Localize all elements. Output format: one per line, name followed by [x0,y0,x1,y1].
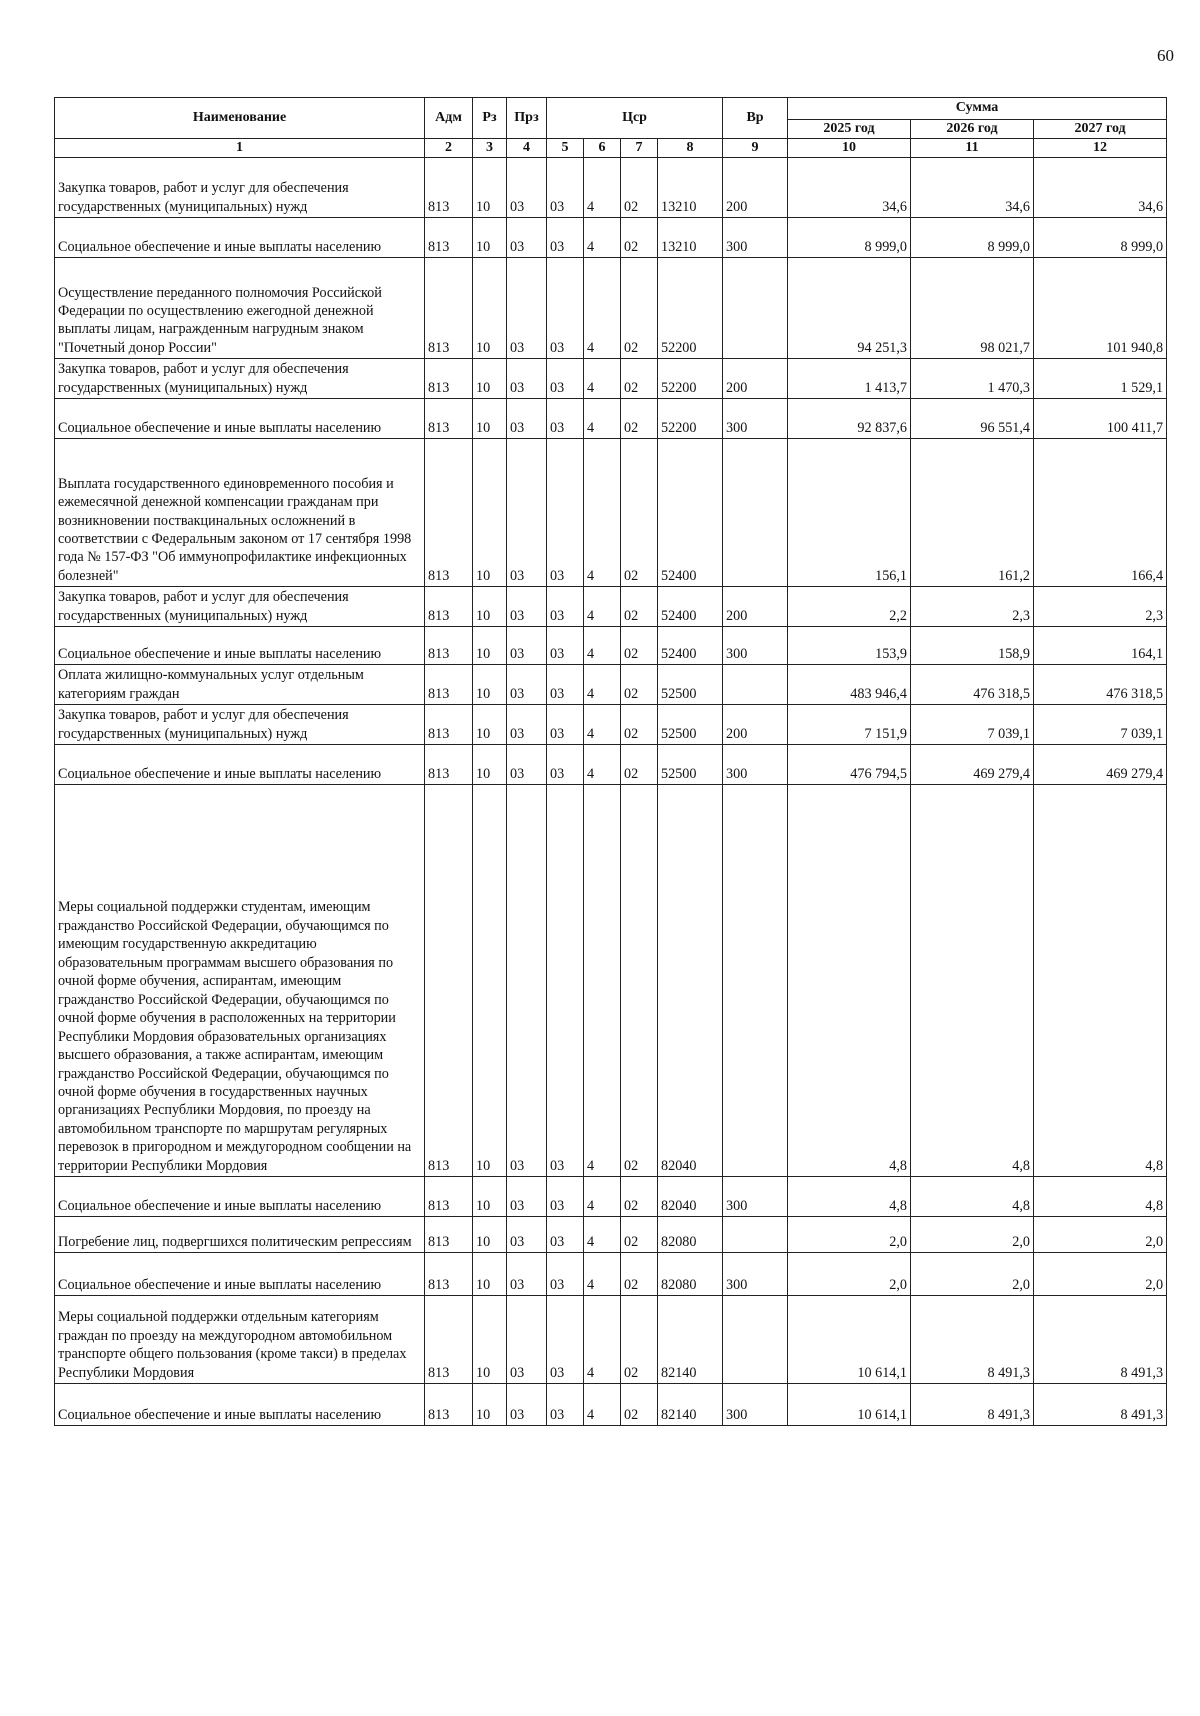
row-amount-2026: 8 491,3 [911,1296,1034,1384]
row-rz: 10 [473,1177,507,1217]
row-csr-part-7: 02 [621,785,658,1177]
table-row [55,627,1167,665]
row-amount-2025: 4,8 [788,1177,911,1217]
row-amount-2027: 2,0 [1034,1217,1167,1253]
row-rz: 10 [473,665,507,705]
row-csr-part-5: 03 [547,158,584,218]
table-row [55,439,1167,587]
row-csr-part-5: 03 [547,627,584,665]
row-csr-part-8: 82040 [658,1177,723,1217]
row-vr: 300 [723,218,788,258]
row-csr-part-8: 52200 [658,258,723,359]
row-rz: 10 [473,1253,507,1296]
row-amount-2027: 469 279,4 [1034,745,1167,785]
row-amount-2025: 2,0 [788,1217,911,1253]
row-rz: 10 [473,1217,507,1253]
row-csr-part-5: 03 [547,258,584,359]
row-name: Социальное обеспечение и иные выплаты населению [55,1253,425,1296]
row-prz: 03 [507,1177,547,1217]
row-prz: 03 [507,258,547,359]
header-prz: Прз [507,98,547,139]
row-vr [723,785,788,1177]
row-csr-part-8: 52500 [658,665,723,705]
row-vr: 300 [723,1177,788,1217]
row-adm: 813 [425,1253,473,1296]
row-csr-part-5: 03 [547,1296,584,1384]
row-prz: 03 [507,399,547,439]
row-prz: 03 [507,1384,547,1426]
row-amount-2026: 158,9 [911,627,1034,665]
table-row [55,1177,1167,1217]
row-csr-part-8: 52500 [658,745,723,785]
row-name: Закупка товаров, работ и услуг для обеспечения государственных (муниципальных) нужд [55,158,425,218]
row-name: Социальное обеспечение и иные выплаты населению [55,745,425,785]
column-numbers-row [55,139,1167,158]
row-csr-part-5: 03 [547,359,584,399]
row-amount-2027: 2,0 [1034,1253,1167,1296]
header-year-2027: 2027 год [1034,120,1167,139]
col-number: 3 [473,139,507,158]
row-amount-2026: 469 279,4 [911,745,1034,785]
row-adm: 813 [425,218,473,258]
row-csr-part-8: 52400 [658,439,723,587]
table-header [55,98,1167,158]
row-name: Социальное обеспечение и иные выплаты населению [55,627,425,665]
col-number: 9 [723,139,788,158]
row-name: Социальное обеспечение и иные выплаты населению [55,1384,425,1426]
row-csr-part-7: 02 [621,1296,658,1384]
table-row [55,745,1167,785]
row-name: Социальное обеспечение и иные выплаты населению [55,218,425,258]
row-prz: 03 [507,218,547,258]
row-csr-part-7: 02 [621,1217,658,1253]
row-csr-part-7: 02 [621,745,658,785]
row-adm: 813 [425,158,473,218]
row-csr-part-6: 4 [584,627,621,665]
row-adm: 813 [425,1217,473,1253]
row-amount-2026: 8 999,0 [911,218,1034,258]
row-csr-part-8: 82080 [658,1217,723,1253]
row-rz: 10 [473,359,507,399]
row-csr-part-8: 13210 [658,158,723,218]
row-name: Оплата жилищно-коммунальных услуг отдельным категориям граждан [55,665,425,705]
row-csr-part-6: 4 [584,439,621,587]
header-adm: Адм [425,98,473,139]
row-rz: 10 [473,705,507,745]
row-name: Выплата государственного единовременного пособия и ежемесячной денежной компенсации гражданам при возникновении поствакцинальных осложнений в соответствии с Федеральным законом от 17 сентября 1998 года № 157-ФЗ "Об иммунопрофилактике инфекционных болезней" [55,439,425,587]
row-amount-2027: 100 411,7 [1034,399,1167,439]
row-csr-part-6: 4 [584,785,621,1177]
col-number: 12 [1034,139,1167,158]
row-rz: 10 [473,439,507,587]
table-row [55,785,1167,1177]
header-year-2025: 2025 год [788,120,911,139]
row-amount-2027: 2,3 [1034,587,1167,627]
table-row [55,665,1167,705]
row-csr-part-6: 4 [584,745,621,785]
row-adm: 813 [425,258,473,359]
row-vr: 200 [723,705,788,745]
row-csr-part-7: 02 [621,705,658,745]
row-csr-part-6: 4 [584,1217,621,1253]
row-amount-2026: 4,8 [911,785,1034,1177]
row-csr-part-5: 03 [547,1384,584,1426]
header-csr: Цср [547,98,723,139]
row-adm: 813 [425,587,473,627]
row-name: Меры социальной поддержки студентам, имеющим гражданство Российской Федерации, обучающимся по имеющим государственную аккредитацию образовательным программам высшего образования по очной форме обучения, аспирантам, имеющим гражданство Российской Федерации, обучающимся по очной форме обучения в расположенных на территории Республики Мордовия образовательных организациях высшего образования, а также аспирантам, имеющим гражданство Российской Федерации, обучающимся по очной форме обучения в государственных научных организациях Республики Мордовия, по проезду на автомобильном транспорте по маршрутам регулярных перевозок в пригородном и междугородном сообщении на территории Республики Мордовия [55,785,425,1177]
row-vr: 200 [723,158,788,218]
row-adm: 813 [425,705,473,745]
col-number: 8 [658,139,723,158]
row-rz: 10 [473,785,507,1177]
row-csr-part-7: 02 [621,218,658,258]
row-vr: 300 [723,1384,788,1426]
row-amount-2026: 96 551,4 [911,399,1034,439]
col-number: 11 [911,139,1034,158]
table-body [55,158,1167,1426]
row-amount-2025: 7 151,9 [788,705,911,745]
table-row [55,587,1167,627]
row-amount-2025: 153,9 [788,627,911,665]
table-row [55,1217,1167,1253]
row-amount-2027: 1 529,1 [1034,359,1167,399]
row-vr: 300 [723,745,788,785]
row-rz: 10 [473,627,507,665]
row-amount-2027: 8 999,0 [1034,218,1167,258]
row-csr-part-6: 4 [584,218,621,258]
row-csr-part-6: 4 [584,258,621,359]
row-adm: 813 [425,1296,473,1384]
row-csr-part-5: 03 [547,1217,584,1253]
row-csr-part-8: 82140 [658,1296,723,1384]
row-vr [723,439,788,587]
budget-table [54,97,1167,1426]
row-amount-2025: 92 837,6 [788,399,911,439]
table-row [55,1253,1167,1296]
row-csr-part-5: 03 [547,1177,584,1217]
row-rz: 10 [473,399,507,439]
row-amount-2025: 476 794,5 [788,745,911,785]
row-name: Меры социальной поддержки отдельным категориям граждан по проезду на междугородном автомобильном транспорте общего пользования (кроме такси) в пределах Республики Мордовия [55,1296,425,1384]
row-amount-2026: 161,2 [911,439,1034,587]
row-csr-part-8: 52400 [658,587,723,627]
row-csr-part-5: 03 [547,439,584,587]
row-rz: 10 [473,258,507,359]
header-rz: Рз [473,98,507,139]
row-csr-part-5: 03 [547,705,584,745]
row-adm: 813 [425,439,473,587]
row-amount-2025: 483 946,4 [788,665,911,705]
row-rz: 10 [473,158,507,218]
row-csr-part-5: 03 [547,218,584,258]
row-amount-2025: 1 413,7 [788,359,911,399]
row-csr-part-6: 4 [584,665,621,705]
row-vr [723,1296,788,1384]
row-rz: 10 [473,1384,507,1426]
row-amount-2027: 4,8 [1034,785,1167,1177]
row-vr: 300 [723,399,788,439]
row-amount-2027: 101 940,8 [1034,258,1167,359]
col-number: 1 [55,139,425,158]
row-amount-2027: 4,8 [1034,1177,1167,1217]
row-amount-2026: 1 470,3 [911,359,1034,399]
col-number: 5 [547,139,584,158]
row-csr-part-7: 02 [621,359,658,399]
row-csr-part-5: 03 [547,665,584,705]
row-rz: 10 [473,218,507,258]
row-adm: 813 [425,785,473,1177]
row-vr [723,258,788,359]
table-row [55,1296,1167,1384]
row-prz: 03 [507,1296,547,1384]
row-amount-2025: 10 614,1 [788,1296,911,1384]
table-row [55,258,1167,359]
col-number: 2 [425,139,473,158]
table-row [55,158,1167,218]
row-csr-part-6: 4 [584,158,621,218]
row-amount-2025: 2,2 [788,587,911,627]
row-csr-part-6: 4 [584,1384,621,1426]
col-number: 4 [507,139,547,158]
row-csr-part-7: 02 [621,399,658,439]
table-row [55,705,1167,745]
row-amount-2025: 2,0 [788,1253,911,1296]
row-vr [723,665,788,705]
row-amount-2026: 2,0 [911,1217,1034,1253]
row-name: Закупка товаров, работ и услуг для обеспечения государственных (муниципальных) нужд [55,587,425,627]
row-adm: 813 [425,745,473,785]
row-csr-part-5: 03 [547,587,584,627]
header-vr: Вр [723,98,788,139]
row-adm: 813 [425,1177,473,1217]
row-prz: 03 [507,439,547,587]
row-csr-part-7: 02 [621,1384,658,1426]
row-amount-2025: 8 999,0 [788,218,911,258]
row-csr-part-7: 02 [621,587,658,627]
row-vr: 200 [723,587,788,627]
row-amount-2027: 476 318,5 [1034,665,1167,705]
row-csr-part-7: 02 [621,1253,658,1296]
row-prz: 03 [507,705,547,745]
row-amount-2025: 94 251,3 [788,258,911,359]
row-name: Социальное обеспечение и иные выплаты населению [55,399,425,439]
row-csr-part-8: 82140 [658,1384,723,1426]
row-csr-part-8: 52400 [658,627,723,665]
row-csr-part-6: 4 [584,705,621,745]
row-csr-part-5: 03 [547,785,584,1177]
row-prz: 03 [507,1217,547,1253]
row-csr-part-8: 52200 [658,359,723,399]
row-csr-part-7: 02 [621,665,658,705]
row-vr: 300 [723,627,788,665]
row-name: Закупка товаров, работ и услуг для обеспечения государственных (муниципальных) нужд [55,359,425,399]
row-prz: 03 [507,745,547,785]
row-adm: 813 [425,359,473,399]
row-amount-2026: 2,0 [911,1253,1034,1296]
row-name: Социальное обеспечение и иные выплаты населению [55,1177,425,1217]
row-csr-part-7: 02 [621,158,658,218]
row-csr-part-8: 52500 [658,705,723,745]
row-csr-part-8: 13210 [658,218,723,258]
row-csr-part-7: 02 [621,1177,658,1217]
row-csr-part-6: 4 [584,359,621,399]
col-number: 7 [621,139,658,158]
row-csr-part-8: 82080 [658,1253,723,1296]
row-adm: 813 [425,1384,473,1426]
table-row [55,218,1167,258]
row-name: Погребение лиц, подвергшихся политическим репрессиям [55,1217,425,1253]
row-amount-2026: 2,3 [911,587,1034,627]
row-amount-2027: 8 491,3 [1034,1296,1167,1384]
row-prz: 03 [507,587,547,627]
row-amount-2027: 34,6 [1034,158,1167,218]
row-prz: 03 [507,665,547,705]
row-rz: 10 [473,587,507,627]
row-adm: 813 [425,665,473,705]
row-prz: 03 [507,627,547,665]
row-amount-2026: 4,8 [911,1177,1034,1217]
row-csr-part-8: 52200 [658,399,723,439]
row-name: Осуществление переданного полномочия Российской Федерации по осуществлению ежегодной денежной выплаты лицам, награжденным нагрудным знаком "Почетный донор России" [55,258,425,359]
row-amount-2027: 7 039,1 [1034,705,1167,745]
row-amount-2027: 8 491,3 [1034,1384,1167,1426]
table-row [55,1384,1167,1426]
row-csr-part-6: 4 [584,587,621,627]
table-row [55,399,1167,439]
row-name: Закупка товаров, работ и услуг для обеспечения государственных (муниципальных) нужд [55,705,425,745]
row-csr-part-6: 4 [584,1253,621,1296]
row-amount-2026: 98 021,7 [911,258,1034,359]
row-adm: 813 [425,399,473,439]
row-amount-2025: 34,6 [788,158,911,218]
table-row [55,359,1167,399]
row-rz: 10 [473,745,507,785]
row-amount-2027: 166,4 [1034,439,1167,587]
row-csr-part-7: 02 [621,627,658,665]
row-vr: 300 [723,1253,788,1296]
col-number: 10 [788,139,911,158]
row-prz: 03 [507,1253,547,1296]
row-rz: 10 [473,1296,507,1384]
row-vr: 200 [723,359,788,399]
row-csr-part-5: 03 [547,745,584,785]
row-amount-2026: 7 039,1 [911,705,1034,745]
col-number: 6 [584,139,621,158]
row-vr [723,1217,788,1253]
row-csr-part-6: 4 [584,1296,621,1384]
page-number: 60 [1157,46,1174,65]
row-prz: 03 [507,158,547,218]
row-amount-2025: 156,1 [788,439,911,587]
header-name: Наименование [55,98,425,139]
header-year-2026: 2026 год [911,120,1034,139]
row-amount-2025: 10 614,1 [788,1384,911,1426]
row-prz: 03 [507,785,547,1177]
row-amount-2027: 164,1 [1034,627,1167,665]
row-csr-part-5: 03 [547,1253,584,1296]
row-csr-part-7: 02 [621,439,658,587]
row-amount-2026: 34,6 [911,158,1034,218]
row-csr-part-7: 02 [621,258,658,359]
row-csr-part-8: 82040 [658,785,723,1177]
row-amount-2025: 4,8 [788,785,911,1177]
row-amount-2026: 8 491,3 [911,1384,1034,1426]
header-sum: Сумма [788,98,1167,120]
row-csr-part-6: 4 [584,1177,621,1217]
row-csr-part-5: 03 [547,399,584,439]
row-adm: 813 [425,627,473,665]
row-prz: 03 [507,359,547,399]
row-csr-part-6: 4 [584,399,621,439]
row-amount-2026: 476 318,5 [911,665,1034,705]
